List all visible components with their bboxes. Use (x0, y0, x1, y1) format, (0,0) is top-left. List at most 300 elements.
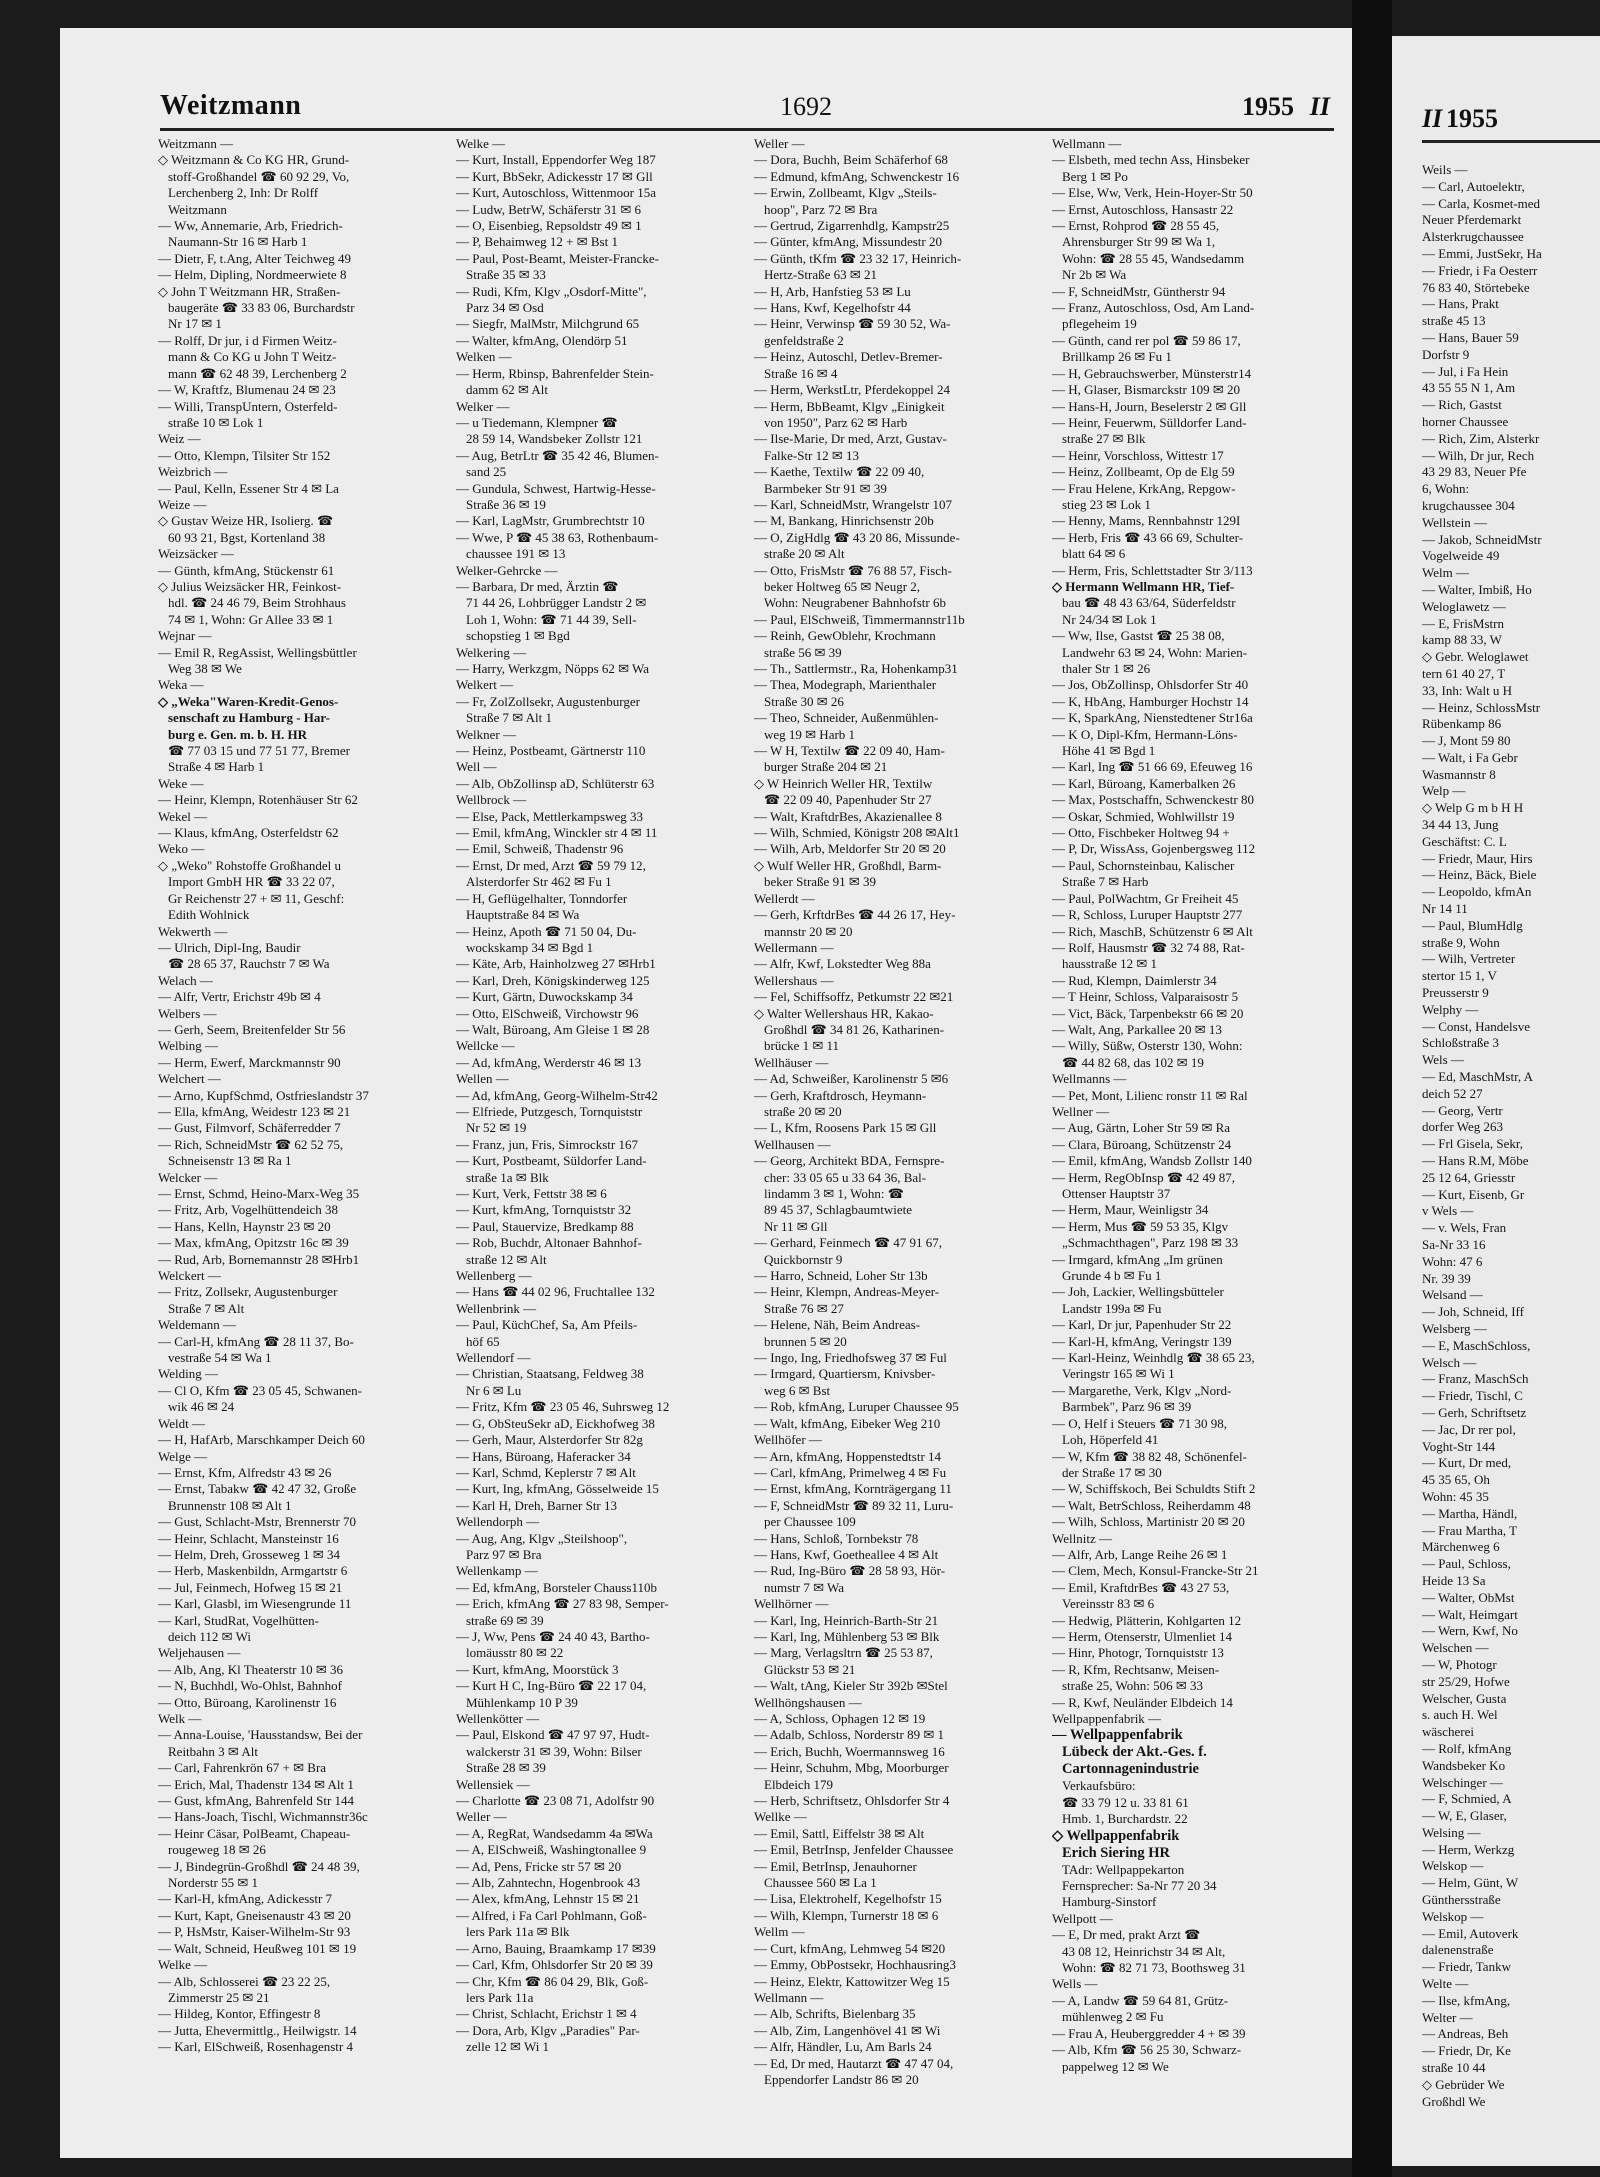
directory-entry-line: Wekwerth — (158, 923, 228, 939)
directory-entry-line: ☎ 77 03 15 und 77 51 77, Bremer (168, 743, 350, 759)
directory-entry-line: chaussee 191 ✉ 13 (466, 546, 566, 562)
directory-entry-line: Welbers — (158, 1005, 217, 1021)
directory-entry-line: — A, Landw ☎ 59 64 81, Grütz- (1052, 1992, 1229, 2008)
directory-entry-line: — Ilse-Marie, Dr med, Arzt, Gustav- (754, 431, 947, 447)
directory-entry-line: — Erich, Buchh, Woermannsweg 16 (754, 1743, 945, 1759)
directory-entry-line: — Paul, Post-Beamt, Meister-Francke- (456, 250, 660, 266)
directory-entry-line: — Gerhard, Feinmech ☎ 47 91 67, (754, 1235, 943, 1251)
directory-entry-line: — Alb, Schrifts, Bielenbarg 35 (754, 2006, 916, 2022)
directory-entry-line: — Helene, Näh, Beim Andreas- (754, 1317, 921, 1333)
directory-entry-line: Straße 35 ✉ 33 (466, 267, 546, 283)
directory-entry-line: — Paul, ElSchweiß, Timmermannstr11b (754, 611, 965, 627)
directory-entry-line: Straße 28 ✉ 39 (466, 1760, 546, 1776)
directory-entry-line: Schneisenstr 13 ✉ Ra 1 (168, 1153, 292, 1169)
directory-entry-line: blatt 64 ✉ 6 (1062, 546, 1126, 562)
directory-entry-line: — Herm, BbBeamt, Klgv „Einigkeit (754, 398, 945, 414)
running-head-surname: Weitzmann (160, 90, 302, 121)
directory-entry-line: — G, ObSteuSekr aD, Eickhofweg 38 (456, 1415, 655, 1431)
directory-entry-line: — Ernst, Autoschloss, Hansastr 22 (1052, 201, 1234, 217)
directory-entry-line: — Dietr, F, t.Ang, Alter Teichweg 49 (158, 250, 351, 266)
directory-entry-line: Wellcke — (456, 1038, 515, 1054)
right-page-entry-line: 43 55 55 N 1, Am (1422, 380, 1516, 396)
directory-entry-line: — Heinr, Feuerwm, Sülldorfer Land- (1052, 414, 1247, 430)
directory-entry-line: — Fritz, Zollsekr, Augustenburger (158, 1284, 338, 1300)
directory-entry-line: — Karl, Ing ☎ 51 66 69, Efeuweg 16 (1052, 759, 1253, 775)
right-page-entry-line: Welphy — (1422, 1001, 1479, 1017)
directory-entry-line: Weize — (158, 496, 207, 512)
directory-entry-line: Nr 52 ✉ 19 (466, 1120, 527, 1136)
right-page-entry-line: Nr. 39 39 (1422, 1270, 1471, 1286)
directory-entry-line: Wellenberg — (456, 1268, 532, 1284)
directory-entry-line: — Karl, Büroang, Kamerbalken 26 (1052, 775, 1236, 791)
directory-entry-line: Welckert — (158, 1268, 221, 1284)
right-page-entry-line: 34 44 13, Jung (1422, 817, 1499, 833)
directory-entry-line: — Ernst, Rohprod ☎ 28 55 45, (1052, 218, 1220, 234)
directory-entry-line: Welker-Gehrcke — (456, 562, 558, 578)
right-page-entry-line: Schloßstraße 3 (1422, 1035, 1499, 1051)
right-page-entry-line: — F, Schmied, A (1422, 1791, 1512, 1807)
directory-entry-line: — Klaus, kfmAng, Osterfeldstr 62 (158, 825, 339, 841)
right-page-entry-line: — Leopoldo, kfmAn (1422, 884, 1532, 900)
directory-entry-line: — Erwin, Zollbeamt, Klgv „Steils- (754, 185, 937, 201)
directory-entry-line: Weizsäcker — (158, 546, 234, 562)
right-page-entry-line: kamp 88 33, W (1422, 632, 1502, 648)
directory-entry-line: hausstraße 12 ✉ 1 (1062, 956, 1158, 972)
right-page-entry-line: Vogelweide 49 (1422, 548, 1500, 564)
directory-entry-line: Edith Wohlnick (168, 907, 250, 923)
directory-entry-line: straße 25, Wohn: 506 ✉ 33 (1062, 1678, 1204, 1694)
directory-entry-line: ☎ 22 09 40, Papenhuder Str 27 (764, 792, 932, 808)
directory-entry-line: — Lisa, Elektrohelf, Kegelhofstr 15 (754, 1891, 942, 1907)
directory-entry-line: — Adalb, Schloss, Norderstr 89 ✉ 1 (754, 1727, 944, 1743)
directory-entry-line: — Karl, Ing, Mühlenberg 53 ✉ Blk (754, 1628, 940, 1644)
directory-entry-line: Veringstr 165 ✉ Wi 1 (1062, 1366, 1175, 1382)
directory-entry-line: — Günth, tKfm ☎ 23 32 17, Heinrich- (754, 250, 962, 266)
right-page-entry-line: v Wels — (1422, 1203, 1474, 1219)
directory-entry-line: Weller — (456, 1809, 507, 1825)
right-page-entry-line: — Friedr, i Fa Oesterr (1422, 262, 1538, 278)
directory-entry-line: — Otto, ElSchweiß, Virchowstr 96 (456, 1005, 639, 1021)
directory-entry-line: — Rich, SchneidMstr ☎ 62 52 75, (158, 1136, 344, 1152)
directory-entry-line: — Gust, Filmvorf, Schäferredder 7 (158, 1120, 341, 1136)
directory-entry-line: — Hinr, Photogr, Tornquiststr 13 (1052, 1645, 1224, 1661)
directory-entry-line: — Karl, ElSchweiß, Rosenhagenstr 4 (158, 2039, 353, 2055)
directory-entry-line: — Rud, Klempn, Daimlerstr 34 (1052, 972, 1217, 988)
right-page-entry-line: — Const, Handelsve (1422, 1018, 1530, 1034)
directory-entry-line: — Herm, Fris, Schlettstadter Str 3/113 (1052, 562, 1253, 578)
directory-entry-line: — Anna-Louise, 'Hausstandsw, Bei der (158, 1727, 363, 1743)
directory-entry-line: — Kurt, kfmAng, Moorstück 3 (456, 1661, 619, 1677)
directory-entry-line: Wellke — (754, 1809, 807, 1825)
right-page-entry-line: — Herm, Werkzg (1422, 1841, 1515, 1857)
directory-entry-line: — Günth, kfmAng, Stückenstr 61 (158, 562, 335, 578)
directory-entry-line: — Kurt H C, Ing-Büro ☎ 22 17 04, (456, 1678, 647, 1694)
directory-entry-line: Straße 36 ✉ 19 (466, 496, 546, 512)
directory-entry-line: — Curt, kfmAng, Lehmweg 54 ✉20 (754, 1940, 946, 1956)
directory-entry-line: — Chr, Kfm ☎ 86 04 29, Blk, Goß- (456, 1973, 649, 1989)
directory-entry-line: lindamm 3 ✉ 1, Wohn: ☎ (764, 1186, 904, 1201)
right-page-entry-line: horner Chaussee (1422, 413, 1509, 429)
directory-entry-line: — Erich, kfmAng ☎ 27 83 98, Semper- (456, 1596, 669, 1612)
directory-entry-line: — Franz, Autoschloss, Osd, Am Land- (1052, 300, 1255, 316)
right-page-entry-line: — Friedr, Tankw (1422, 1959, 1511, 1975)
directory-entry-line: — Alfred, i Fa Carl Pohlmann, Goß- (456, 1907, 647, 1923)
directory-entry-line: — Alex, kfmAng, Lehnstr 15 ✉ 21 (456, 1891, 640, 1907)
right-page-entry-line: Preusserstr 9 (1422, 985, 1489, 1001)
directory-entry-line: — Wilh, Schloss, Martinistr 20 ✉ 20 (1052, 1514, 1245, 1530)
directory-entry-line: — Otto, Fischbeker Holtweg 94 + (1052, 825, 1230, 841)
directory-entry-line: Weke — (158, 775, 204, 791)
directory-entry-line: — Emmy, ObPostsekr, Hochhausring3 (754, 1957, 956, 1973)
directory-entry-line: mühlenweg 2 ✉ Fu (1062, 2009, 1164, 2025)
directory-entry-line: — Gust, kfmAng, Bahrenfeld Str 144 (158, 1793, 355, 1809)
directory-entry-line: Wellensiek — (456, 1776, 530, 1792)
right-page-entry-line: Welschen — (1422, 1640, 1489, 1656)
directory-entry-line: ◇ John T Weitzmann HR, Straßen- (158, 283, 341, 299)
directory-entry-line: — T Heinr, Schloss, Valparaisostr 5 (1052, 989, 1239, 1005)
directory-entry-line: — Hildeg, Kontor, Effingestr 8 (158, 2006, 321, 2022)
directory-entry-line: Welkner — (456, 726, 516, 742)
directory-entry-line: Weko — (158, 841, 205, 857)
right-page-entry-line: — Kurt, Eisenb, Gr (1422, 1186, 1525, 1202)
right-page-entry-line: Dorfstr 9 (1422, 346, 1470, 362)
right-page-entry-line: dalenenstraße (1422, 1942, 1494, 1958)
directory-entry-line: — W, Schiffskoch, Bei Schuldts Stift 2 (1052, 1481, 1256, 1497)
directory-entry-line: — Thea, Modegraph, Marienthaler (754, 677, 937, 693)
directory-entry-line: — Wilh, Arb, Meldorfer Str 20 ✉ 20 (754, 841, 946, 857)
directory-entry-line: — H, Gebrauchswerber, Münsterstr14 (1052, 365, 1252, 381)
directory-entry-line: — Hans, Kwf, Goetheallee 4 ✉ Alt (754, 1546, 939, 1562)
directory-entry-line: — Heinr, Klempn, Andreas-Meyer- (754, 1284, 940, 1300)
right-page-entry-line: — Ilse, kfmAng, (1422, 1992, 1511, 2008)
volume-number: II (1309, 92, 1330, 121)
right-page-entry-line: — Wilh, Vertreter (1422, 951, 1516, 967)
directory-entry-line: Wellpott — (1052, 1910, 1113, 1926)
directory-entry-line: — Henny, Mams, Rennbahnstr 129I (1052, 513, 1241, 529)
directory-entry-line: — Hans ☎ 44 02 96, Fruchtallee 132 (456, 1284, 655, 1300)
directory-entry-line: — Elfriede, Putzgesch, Tornquiststr (456, 1103, 643, 1119)
directory-entry-line: Wohn: ☎ 82 71 73, Boothsweg 31 (1062, 1960, 1246, 1976)
directory-entry-line: Brunnenstr 108 ✉ Alt 1 (168, 1497, 292, 1513)
directory-entry-line: — Emil, Sattl, Eiffelstr 38 ✉ Alt (754, 1825, 925, 1841)
directory-entry-line: straße 20 ✉ 20 (764, 1103, 842, 1119)
right-page-entry-line: — E, MaschSchloss, (1422, 1337, 1531, 1353)
directory-entry-line: Welk — (158, 1711, 202, 1726)
directory-entry-line: — Rolf, Hausmstr ☎ 32 74 88, Rat- (1052, 939, 1245, 955)
directory-entry-line: beker Holtweg 65 ✉ Neugr 2, (764, 578, 921, 594)
directory-entry-line: Wellmanns — (1052, 1071, 1127, 1087)
directory-entry-line: — Rich, MaschB, Schützenstr 6 ✉ Alt (1052, 923, 1253, 939)
directory-entry-line: hdl. ☎ 24 46 79, Beim Strohhaus (168, 595, 346, 611)
directory-entry-line: — Wwe, P ☎ 45 38 63, Rothenbaum- (456, 529, 659, 545)
directory-entry-line: Alsterdorfer Str 462 ✉ Fu 1 (466, 874, 612, 890)
directory-entry-line: Weitzmann — (158, 136, 234, 151)
right-page-entry-line: Rübenkamp 86 (1422, 716, 1502, 732)
directory-entry-line: brücke 1 ✉ 11 (764, 1038, 840, 1054)
directory-entry-line: — Emil R, RegAssist, Wellingsbüttler (158, 644, 357, 660)
directory-entry-line: — Jul, Feinmech, Hofweg 15 ✉ 21 (158, 1579, 343, 1595)
directory-entry-line: Wellenbrink — (456, 1300, 537, 1316)
directory-entry-line: ◇ Gustav Weize HR, Isolierg. ☎ (158, 513, 334, 529)
directory-entry-line: — Walter, kfmAng, Olendörp 51 (456, 332, 628, 348)
directory-entry-line: — Emil, Schweiß, Thadenstr 96 (456, 841, 624, 857)
directory-entry-line: — Alb, Kfm ☎ 56 25 30, Schwarz- (1052, 2042, 1242, 2058)
directory-entry-line: — Gerh, Kraftdrosch, Heymann- (754, 1087, 927, 1103)
right-page-entry-line: Sa-Nr 33 16 (1422, 1237, 1486, 1252)
directory-entry-line: Welbing — (158, 1038, 218, 1054)
directory-entry-line: — Heinr, Verwinsp ☎ 59 30 52, Wa- (754, 316, 951, 332)
right-page-entry-line: — Walter, Imbiß, Ho (1422, 581, 1532, 597)
directory-entry-line: bau ☎ 48 43 63/64, Süderfeldstr (1062, 595, 1236, 611)
directory-entry-line: Barmbek", Parz 96 ✉ 39 (1062, 1399, 1192, 1415)
directory-entry-line: der Straße 17 ✉ 30 (1062, 1464, 1162, 1480)
directory-entry-line: Wellhausen — (754, 1136, 831, 1152)
right-page-entry-line: Weils — (1422, 162, 1468, 177)
right-page-entry-line: — Emil, Autoverk (1422, 1925, 1519, 1941)
directory-entry-line: — Otto, Büroang, Karolinenstr 16 (158, 1694, 337, 1710)
right-page-entry-line: Welte — (1422, 1976, 1469, 1992)
directory-entry-line: Wellermann — (754, 939, 834, 955)
directory-entry-line: Wellm — (754, 1924, 805, 1940)
directory-entry-line: — H, HafArb, Marschkamper Deich 60 (158, 1432, 365, 1448)
directory-entry-line: weg 19 ✉ Harb 1 (764, 726, 856, 742)
directory-entry-line: — Vict, Bäck, Tarpenbekstr 66 ✉ 20 (1052, 1005, 1244, 1021)
right-page-entry-line: — Carla, Kosmet-med (1422, 195, 1541, 211)
directory-entry-line: straße 12 ✉ Alt (466, 1251, 547, 1267)
directory-entry-line: — Paul, Stauervize, Bredkamp 88 (456, 1218, 634, 1234)
directory-entry-line: ☎ 33 79 12 u. 33 81 61 (1062, 1794, 1189, 1810)
directory-entry-line: schopstieg 1 ✉ Bgd (466, 628, 570, 644)
right-page-entry-line: Alsterkrugchaussee (1422, 229, 1524, 245)
directory-entry-line: — Fritz, Arb, Vogelhüttendeich 38 (158, 1202, 339, 1218)
directory-entry-line: Naumann-Str 16 ✉ Harb 1 (168, 234, 308, 250)
directory-entry-line: — Herm, WerkstLtr, Pferdekoppel 24 (754, 382, 951, 398)
directory-entry-line: — Karl-Heinz, Weinhdlg ☎ 38 65 23, (1052, 1350, 1255, 1366)
directory-entry-line: Loh, Höperfeld 41 (1062, 1432, 1159, 1448)
directory-entry-line: — Ernst, Schmd, Heino-Marx-Weg 35 (158, 1186, 360, 1201)
directory-entry-line: — Carl, Kfm, Ohlsdorfer Str 20 ✉ 39 (456, 1957, 653, 1973)
directory-entry-line: — A, RegRat, Wandsedamm 4a ✉Wa (456, 1825, 653, 1841)
directory-entry-line: — Otto, Klempn, Tilsiter Str 152 (158, 447, 331, 463)
right-page-entry-line: Wohn: 47 6 (1422, 1253, 1483, 1269)
directory-entry-line: — Siegfr, MalMstr, Milchgrund 65 (456, 316, 640, 332)
right-page-entry-line: Weloglawetz — (1422, 598, 1506, 614)
directory-entry-line: Wellen — (456, 1071, 509, 1087)
directory-entry-line: cher: 33 05 65 u 33 64 36, Bal- (764, 1169, 927, 1185)
directory-entry-line: — Karl, Dreh, Königskinderweg 125 (456, 972, 650, 988)
right-page-entry-line: — Georg, Vertr (1422, 1102, 1503, 1118)
directory-entry-line: — Hans, Kelln, Haynstr 23 ✉ 20 (158, 1218, 331, 1234)
directory-entry-line: — M, Bankang, Hinrichsenstr 20b (754, 513, 934, 529)
page-header (160, 80, 1334, 131)
directory-entry-line: Großhdl ☎ 34 81 26, Katharinen- (764, 1021, 945, 1037)
directory-entry-line: Erich Siering HR (1062, 1844, 1170, 1861)
directory-entry-line: Straße 7 ✉ Harb (1062, 874, 1149, 890)
directory-entry-line: Glückstr 53 ✉ 21 (764, 1661, 856, 1677)
directory-entry-line: — Heinr, Klempn, Rotenhäuser Str 62 (158, 792, 358, 808)
directory-entry-line: — Herm, RegObInsp ☎ 42 49 87, (1052, 1169, 1236, 1185)
directory-entry-line: zelle 12 ✉ Wi 1 (466, 2039, 550, 2055)
directory-entry-line: pflegeheim 19 (1062, 316, 1137, 332)
directory-entry-line: — Alb, Ang, Kl Theaterstr 10 ✉ 36 (158, 1661, 344, 1677)
directory-entry-line: Wohn: Neugrabener Bahnhofstr 6b (764, 595, 946, 611)
directory-entry-line: — O, Helf i Steuers ☎ 71 30 98, (1052, 1415, 1228, 1431)
directory-entry-line: — K, HbAng, Hamburger Hochstr 14 (1052, 693, 1249, 709)
directory-entry-line: Zimmerstr 25 ✉ 21 (168, 1989, 270, 2005)
directory-entry-line: straße 69 ✉ 39 (466, 1612, 544, 1628)
directory-entry-line: — J, Ww, Pens ☎ 24 40 43, Bartho- (456, 1628, 650, 1644)
directory-entry-line: — Rud, Arb, Bornemannstr 28 ✉Hrb1 (158, 1251, 360, 1267)
right-page-entry-line: — Friedr, Maur, Hirs (1422, 850, 1533, 866)
directory-entry-line: Weldt — (158, 1415, 205, 1431)
directory-entry-line: Mühlenkamp 10 P 39 (466, 1694, 578, 1710)
right-page-entry-line: dorfer Weg 263 (1422, 1119, 1504, 1135)
directory-entry-line: — H, Arb, Hanfstieg 53 ✉ Lu (754, 283, 911, 299)
directory-entry-line: Wellnitz — (1052, 1530, 1112, 1546)
right-page-entry-line: — W, Photogr (1422, 1656, 1497, 1672)
right-page-entry-line: Märchenweg 6 (1422, 1539, 1500, 1555)
directory-entry-line: — Emil, KraftdrBes ☎ 43 27 53, (1052, 1579, 1230, 1595)
right-page-entry-line: Günthersstraße (1422, 1892, 1501, 1908)
directory-entry-line: — Ad, kfmAng, Georg-Wilhelm-Str42 (456, 1087, 658, 1103)
book-spine (1352, 0, 1392, 2177)
directory-entry-line: — Walt, Ang, Parkallee 20 ✉ 13 (1052, 1021, 1222, 1037)
directory-entry-line: — L, Kfm, Roosens Park 15 ✉ Gll (754, 1120, 937, 1136)
directory-entry-line: — Ulrich, Dipl-Ing, Baudir (158, 939, 301, 955)
right-page-header (1422, 96, 1600, 143)
directory-entry-line: — Heinr, Schuhm, Mbg, Moorburger (754, 1760, 949, 1776)
right-page-entry-line: str 25/29, Hofwe (1422, 1673, 1510, 1689)
directory-entry-line: — Karl, Dr jur, Papenhuder Str 22 (1052, 1317, 1232, 1333)
directory-entry-line: 60 93 21, Bgst, Kortenland 38 (168, 529, 326, 545)
right-page-entry-line: — Jac, Dr rer pol, (1422, 1421, 1516, 1437)
right-page-entry-line: deich 52 27 (1422, 1085, 1483, 1101)
directory-entry-line: Wekel — (158, 808, 208, 824)
directory-entry-line: — Carl-H, kfmAng ☎ 28 11 37, Bo- (158, 1333, 354, 1349)
directory-entry-line: — Rud, Ing-Büro ☎ 28 58 93, Hör- (754, 1563, 946, 1579)
directory-entry-line: wik 46 ✉ 24 (168, 1399, 235, 1415)
directory-entry-line: Weljehausen — (158, 1645, 241, 1661)
directory-entry-line: — N, Buchhdl, Wo-Ohlst, Bahnhof (158, 1678, 342, 1694)
directory-entry-line: — Heinz, Postbeamt, Gärtnerstr 110 (456, 743, 646, 759)
directory-entry-line: — Gerh, Maur, Alsterdorfer Str 82g (456, 1432, 643, 1448)
directory-entry-line: — Joh, Lackier, Wellingsbütteler (1052, 1284, 1224, 1300)
directory-entry-line: Weizbrich — (158, 464, 228, 480)
directory-entry-line: — Alb, Schlosserei ☎ 23 22 25, (158, 1973, 331, 1989)
directory-entry-line: — Alb, ObZollinsp aD, Schlüterstr 63 (456, 775, 655, 791)
directory-entry-line: ◇ W Heinrich Weller HR, Textilw (754, 775, 933, 791)
directory-entry-line: — Alfr, Händler, Lu, Am Barls 24 (754, 2039, 932, 2055)
directory-entry-line: lers Park 11a (466, 1989, 534, 2005)
directory-entry-line: — Walt, Schneid, Heußweg 101 ✉ 19 (158, 1940, 357, 1956)
right-page-entry-line: Welsand — (1422, 1287, 1483, 1303)
directory-entry-line: — Rob, Buchdr, Altonaer Bahnhof- (456, 1235, 642, 1251)
right-page-entry-line: — Wilh, Dr jur, Rech (1422, 447, 1535, 463)
right-page-entry-line: — Jul, i Fa Hein (1422, 363, 1509, 379)
directory-entry-line: — Dora, Arb, Klgv „Paradies" Par- (456, 2022, 640, 2038)
directory-entry-line: — Hans, Kwf, Kegelhofstr 44 (754, 300, 911, 316)
directory-entry-line: — Karl-H, kfmAng, Adickesstr 7 (158, 1891, 333, 1907)
directory-entry-line: — Alb, Zim, Langenhövel 41 ✉ Wi (754, 2022, 941, 2038)
directory-entry-line: Falke-Str 12 ✉ 13 (764, 447, 860, 463)
directory-entry-line: — Herm, Ewerf, Marckmannstr 90 (158, 1054, 341, 1070)
right-page-entry-line: straße 9, Wohn (1422, 934, 1500, 950)
directory-entry-line: — Alfr, Kwf, Lokstedter Weg 88a (754, 956, 931, 972)
directory-entry-line: — Max, Postschaffn, Schwenckestr 80 (1052, 792, 1254, 808)
directory-entry-line: Straße 30 ✉ 26 (764, 693, 844, 709)
right-page-entry-line: — Hans, Prakt (1422, 296, 1499, 312)
right-page-entry-line: — Hans, Bauer 59 (1422, 329, 1519, 345)
directory-entry-line: — Reinh, GewOblehr, Krochmann (754, 628, 936, 644)
directory-entry-line: straße 10 ✉ Lok 1 (168, 414, 264, 430)
right-page-entry-line: tern 61 40 27, T (1422, 665, 1506, 681)
directory-entry-line: lers Park 11a ✉ Blk (466, 1924, 570, 1940)
directory-entry-line: — Kurt, BbSekr, Adickesstr 17 ✉ Gll (456, 168, 653, 184)
right-page-entry-line: Wasmannstr 8 (1422, 766, 1496, 782)
right-page-entry-line: 76 83 40, Störtebeke (1422, 279, 1530, 295)
directory-entry-line: — R, Schloss, Luruper Hauptstr 277 (1052, 907, 1243, 923)
directory-entry-line: Brillkamp 26 ✉ Fu 1 (1062, 349, 1172, 365)
directory-entry-line: — Herm, Mus ☎ 59 53 35, Klgv (1052, 1218, 1229, 1234)
directory-entry-line: Lerchenberg 2, Inh: Dr Rolff (168, 185, 319, 201)
right-page-entry-line: — Hans R.M, Möbe (1422, 1153, 1529, 1169)
directory-entry-line: Nr 24/34 ✉ Lok 1 (1062, 611, 1157, 627)
directory-entry-line: — Helm, Dreh, Grosseweg 1 ✉ 34 (158, 1546, 341, 1562)
directory-entry-line: Verkaufsbüro: (1062, 1778, 1136, 1794)
directory-entry-line: — Kurt, Kapt, Gneisenaustr 43 ✉ 20 (158, 1907, 351, 1923)
directory-entry-line: — Irmgard, Quartiersm, Knivsber- (754, 1366, 936, 1382)
directory-entry-line: Wellner — (1052, 1103, 1110, 1119)
directory-entry-line: 28 59 14, Wandsbeker Zollstr 121 (466, 431, 643, 447)
directory-entry-line: mann & Co KG u John T Weitz- (168, 349, 337, 365)
directory-entry-line: — Ww, Annemarie, Arb, Friedrich- (158, 218, 343, 234)
directory-entry-line: — W, Kfm ☎ 38 82 48, Schönenfel- (1052, 1448, 1247, 1464)
directory-entry-line: — Kurt, kfmAng, Tornquiststr 32 (456, 1202, 632, 1218)
directory-entry-line: — Ernst, kfmAng, Kornträgergang 11 (754, 1481, 952, 1497)
directory-entry-line: Welke — (158, 1957, 208, 1973)
right-page-entry-line: 33, Inh: Walt u H (1422, 682, 1513, 698)
right-page-entry-line: — Walter, ObMst (1422, 1589, 1515, 1605)
directory-entry-line: baugeräte ☎ 33 83 06, Burchardstr (168, 300, 355, 316)
right-page-entry-line: — J, Mont 59 80 (1422, 733, 1511, 749)
right-page-entry-line: — Kurt, Dr med, (1422, 1455, 1512, 1471)
right-page-entry-line: Welskop — (1422, 1858, 1484, 1874)
directory-entry-line: — Karl, StudRat, Vogelhütten- (158, 1612, 319, 1628)
directory-entry-line: Hauptstraße 84 ✉ Wa (466, 907, 580, 923)
right-page-entry-line: — Andreas, Beh (1422, 2026, 1509, 2042)
directory-entry-line: Welke — (456, 136, 506, 151)
directory-entry-line: — A, Schloss, Ophagen 12 ✉ 19 (754, 1711, 926, 1726)
directory-entry-line: Grunde 4 b ✉ Fu 1 (1062, 1268, 1162, 1284)
right-page-entry-line: — Gerh, Schriftsetz (1422, 1404, 1527, 1420)
directory-entry-line: Cartonnagenindustrie (1062, 1761, 1199, 1778)
directory-entry-line: — Herb, Schriftsetz, Ohlsdorfer Str 4 (754, 1793, 950, 1809)
directory-entry-line: Landstr 199a ✉ Fu (1062, 1300, 1162, 1316)
directory-entry-line: — Herb, Fris ☎ 43 66 69, Schulter- (1052, 529, 1244, 545)
right-page-entry-line: Großhdl We (1422, 2093, 1486, 2109)
right-page-entry-line: — Friedr, Tischl, C (1422, 1388, 1523, 1404)
right-page-entry-line: — Ed, MaschMstr, A (1422, 1069, 1534, 1085)
directory-entry-line: — Cl O, Kfm ☎ 23 05 45, Schwanen- (158, 1382, 362, 1398)
directory-entry-line: — Fel, Schiffsoffz, Petkumstr 22 ✉21 (754, 989, 954, 1005)
directory-entry-line: — Gerh, KrftdrBes ☎ 44 26 17, Hey- (754, 907, 956, 923)
directory-entry-line: — Alb, Zahntechn, Hogenbrook 43 (456, 1875, 641, 1891)
right-page-entry-line: — Frl Gisela, Sekr, (1422, 1136, 1523, 1152)
right-page-entry-line: Wellstein — (1422, 514, 1488, 530)
right-page-entry-line: krugchaussee 304 (1422, 497, 1515, 513)
directory-entry-line: — Ad, Pens, Fricke str 57 ✉ 20 (456, 1858, 622, 1874)
directory-entry-line: — Emil, kfmAng, Winckler str 4 ✉ 11 (456, 825, 658, 841)
